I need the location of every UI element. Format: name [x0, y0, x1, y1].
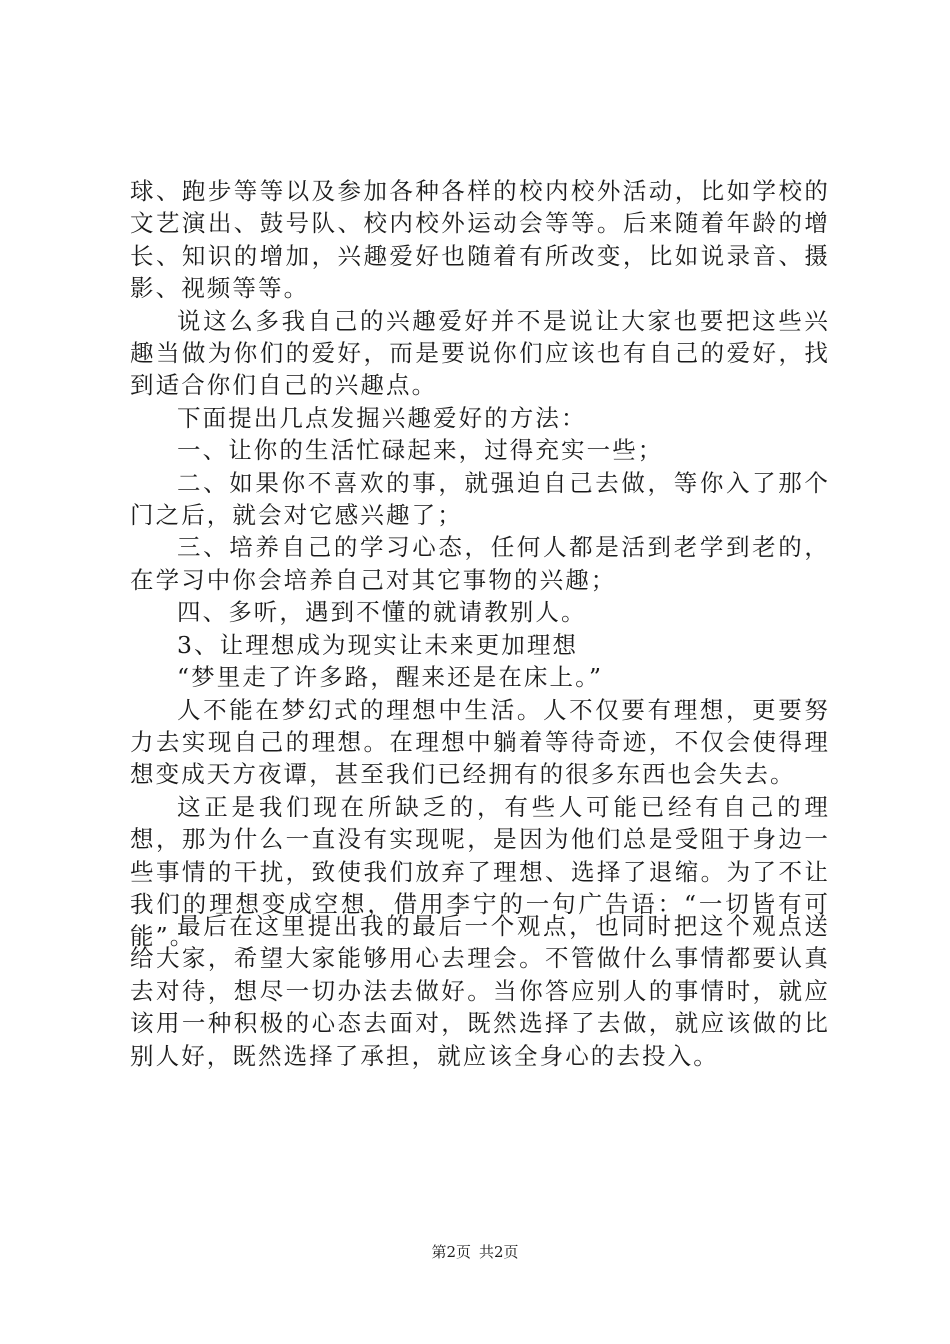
paragraph: 说这么多我自己的兴趣爱好并不是说让大家也要把这些兴趣当做为你们的爱好，而是要说你们应该也有自己的爱好，找到适合你们自己的兴趣点。: [130, 306, 830, 400]
paragraph-continuation: 球、跑步等等以及参加各种各样的校内校外活动，比如学校的文艺演出、鼓号队、校内校外运动会等等。后来随着年龄的增长、知识的增加，兴趣爱好也随着有所改变，比如说录音、摄影、视频等等。: [130, 177, 830, 303]
section-heading: 3、让理想成为现实让未来更加理想: [177, 630, 579, 659]
paragraph: 人不能在梦幻式的理想中生活。人不仅要有理想，更要努力去实现自己的理想。在理想中躺着等待奇迹，不仅会使得理想变成天方夜谭，甚至我们已经拥有的很多东西也会失去。: [130, 695, 830, 789]
list-item: 四、多听，遇到不懂的就请教别人。: [177, 598, 587, 627]
paragraph: 这正是我们现在所缺乏的，有些人可能已经有自己的理想，那为什么一直没有实现呢，是因为他们总是受阻于身边一些事情的干扰，致使我们放弃了理想、选择了退缩。为了不让我们的理想变成空想，借用李宁的一句广告语：“一切皆有可能”。: [130, 792, 830, 951]
paragraph-final: 最后在这里提出我的最后一个观点，也同时把这个观点送给大家，希望大家能够用心去理会。不管做什么事情都要认真去对待，想尽一切办法去做好。当你答应别人的事情时，就应该用一种积极的心态去面对，既然选择了去做，就应该做的比别人好，既然选择了承担，就应该全身心的去投入。: [130, 912, 830, 1070]
page-total: 共2页: [479, 1243, 519, 1261]
list-item: 二、如果你不喜欢的事，就强迫自己去做，等你入了那个门之后，就会对它感兴趣了；: [130, 468, 830, 530]
list-item: 三、培养自己的学习心态，任何人都是活到老学到老的，在学习中你会培养自己对其它事物的兴趣；: [130, 533, 830, 594]
quote: “梦里走了许多路，醒来还是在床上。”: [177, 663, 604, 692]
document-body: [130, 175, 830, 953]
page-number: 第2页: [431, 1243, 471, 1261]
closing-section: [130, 910, 830, 1072]
paragraph: 下面提出几点发掘兴趣爱好的方法：: [177, 403, 587, 432]
page-footer: [0, 1242, 950, 1262]
list-item: 一、让你的生活忙碌起来，过得充实一些；: [177, 436, 664, 465]
